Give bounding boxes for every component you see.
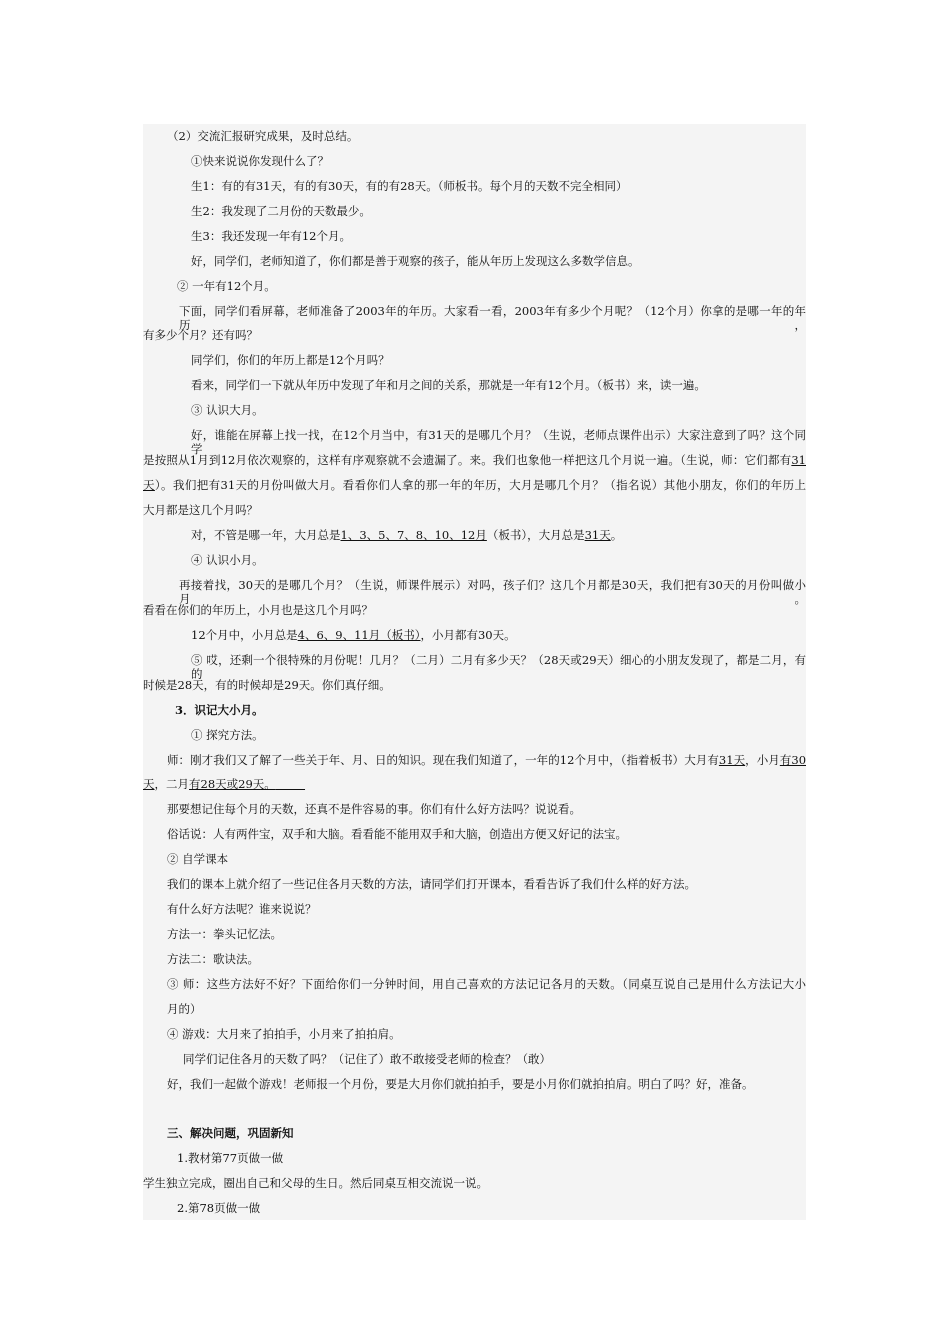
text-line: 好，同学们，老师知道了，你们都是善于观察的孩子，能从年历上发现这么多数学信息。 — [191, 254, 640, 268]
text-line: 看看在你们的年历上，小月也是这几个月吗？ — [143, 603, 373, 617]
text-line: 有什么好方法呢？谁来说说？ — [167, 902, 317, 916]
text-line: 12个月中，小月总是4、6、9、11月（板书），小月都有30天。 — [191, 628, 516, 642]
text-line: ⑤ 哎，还剩一个很特殊的月份呢！几月？（二月）二月有多少天？（28天或29天）细心的小朋友发现了，都是二月，有的 — [191, 653, 806, 681]
text-line: 对，不管是哪一年，大月总是1、3、5、7、8、10、12月（板书），大月总是31天。 — [191, 528, 623, 542]
text-line: 俗话说：人有两件宝，双手和大脑。看看能不能用双手和大脑，创造出方便又好记的法宝。 — [167, 827, 627, 841]
text-line: 方法二：歌诀法。 — [167, 952, 259, 966]
text-line: 好，我们一起做个游戏！老师报一个月份，要是大月你们就拍拍手，要是小月你们就拍拍肩。明白了吗？好，准备。 — [167, 1077, 754, 1091]
text-line: 我们的课本上就介绍了一些记住各月天数的方法，请同学们打开课本，看看告诉了我们什么样的好方法。 — [167, 877, 696, 891]
text-line: 再接着找，30天的是哪几个月？（生说，师课件展示）对吗，孩子们？这几个月都是30天，我们把有30天的月份叫做小月。 — [179, 578, 806, 606]
text-line: 生2：我发现了二月份的天数最少。 — [191, 204, 371, 218]
text-line: 2.第78页做一做 — [177, 1201, 261, 1215]
text-line: 同学们，你们的年历上都是12个月吗？ — [191, 353, 390, 367]
text-line: ② 一年有12个月。 — [177, 279, 276, 293]
text-line: （2）交流汇报研究成果，及时总结。 — [167, 129, 359, 143]
text-line: ② 自学课本 — [167, 852, 229, 866]
text-line: 有多少个月？还有吗？ — [143, 328, 258, 342]
text-line: 同学们记住各月的天数了吗？（记住了）敢不敢接受老师的检查？（敢） — [183, 1052, 551, 1066]
text-line: 生1：有的有31天，有的有30天，有的有28天。（师板书。每个月的天数不完全相同） — [191, 179, 628, 193]
text-line: 3．识记大小月。 — [175, 703, 264, 717]
text-line: 天）。我们把有31天的月份叫做大月。看看你们人拿的那一年的年历，大月是哪几个月？（指名说）其他小朋友，你们的年历上 — [143, 478, 806, 492]
text-line: ③ 师：这些方法好不好？下面给你们一分钟时间，用自己喜欢的方法记记各月的天数。（同桌互说自己是用什么方法记大小 — [167, 977, 806, 991]
text-line: 是按照从1月到12月依次观察的，这样有序观察就不会遗漏了。来。我们也象他一样把这几个月说一遍。（生说，师：它们都有31 — [143, 453, 806, 467]
document-page — [143, 124, 806, 1220]
text-line: 那要想记住每个月的天数，还真不是件容易的事。你们有什么好方法吗？说说看。 — [167, 802, 581, 816]
text-line: 月的） — [167, 1002, 202, 1016]
text-line: 1.教材第77页做一做 — [177, 1151, 284, 1165]
text-line: 好，谁能在屏幕上找一找，在12个月当中，有31天的是哪几个月？（生说，老师点课件出示）大家注意到了吗？这个同学 — [191, 428, 806, 456]
text-line: 时候是28天，有的时候却是29天。你们真仔细。 — [143, 678, 391, 692]
text-line: 看来，同学们一下就从年历中发现了年和月之间的关系，那就是一年有12个月。（板书）来，读一遍。 — [191, 378, 706, 392]
text-line: ① 探究方法。 — [191, 728, 264, 742]
text-line: 师：刚才我们又了解了一些关于年、月、日的知识。现在我们知道了，一年的12个月中，（指着板书）大月有31天，小月有30 — [167, 753, 807, 767]
text-line: ①快来说说你发现什么了？ — [191, 154, 329, 168]
text-line: 下面，同学们看屏幕，老师准备了2003年的年历。大家看一看，2003年有多少个月呢？（12个月）你拿的是哪一年的年历， — [179, 304, 806, 332]
text-line: 大月都是这几个月吗？ — [143, 503, 258, 517]
text-line: 生3：我还发现一年有12个月。 — [191, 229, 351, 243]
text-line: ③ 认识大月。 — [191, 403, 264, 417]
text-line: ④ 游戏：大月来了拍拍手，小月来了拍拍肩。 — [167, 1027, 401, 1041]
text-line: 三、解决问题，巩固新知 — [167, 1126, 294, 1140]
text-line: ④ 认识小月。 — [191, 553, 264, 567]
text-line: 学生独立完成，圈出自己和父母的生日。然后同桌互相交流说一说。 — [143, 1176, 488, 1190]
text-line: 天，二月有28天或29天。 — [143, 777, 276, 791]
text-line: 方法一：拳头记忆法。 — [167, 927, 282, 941]
